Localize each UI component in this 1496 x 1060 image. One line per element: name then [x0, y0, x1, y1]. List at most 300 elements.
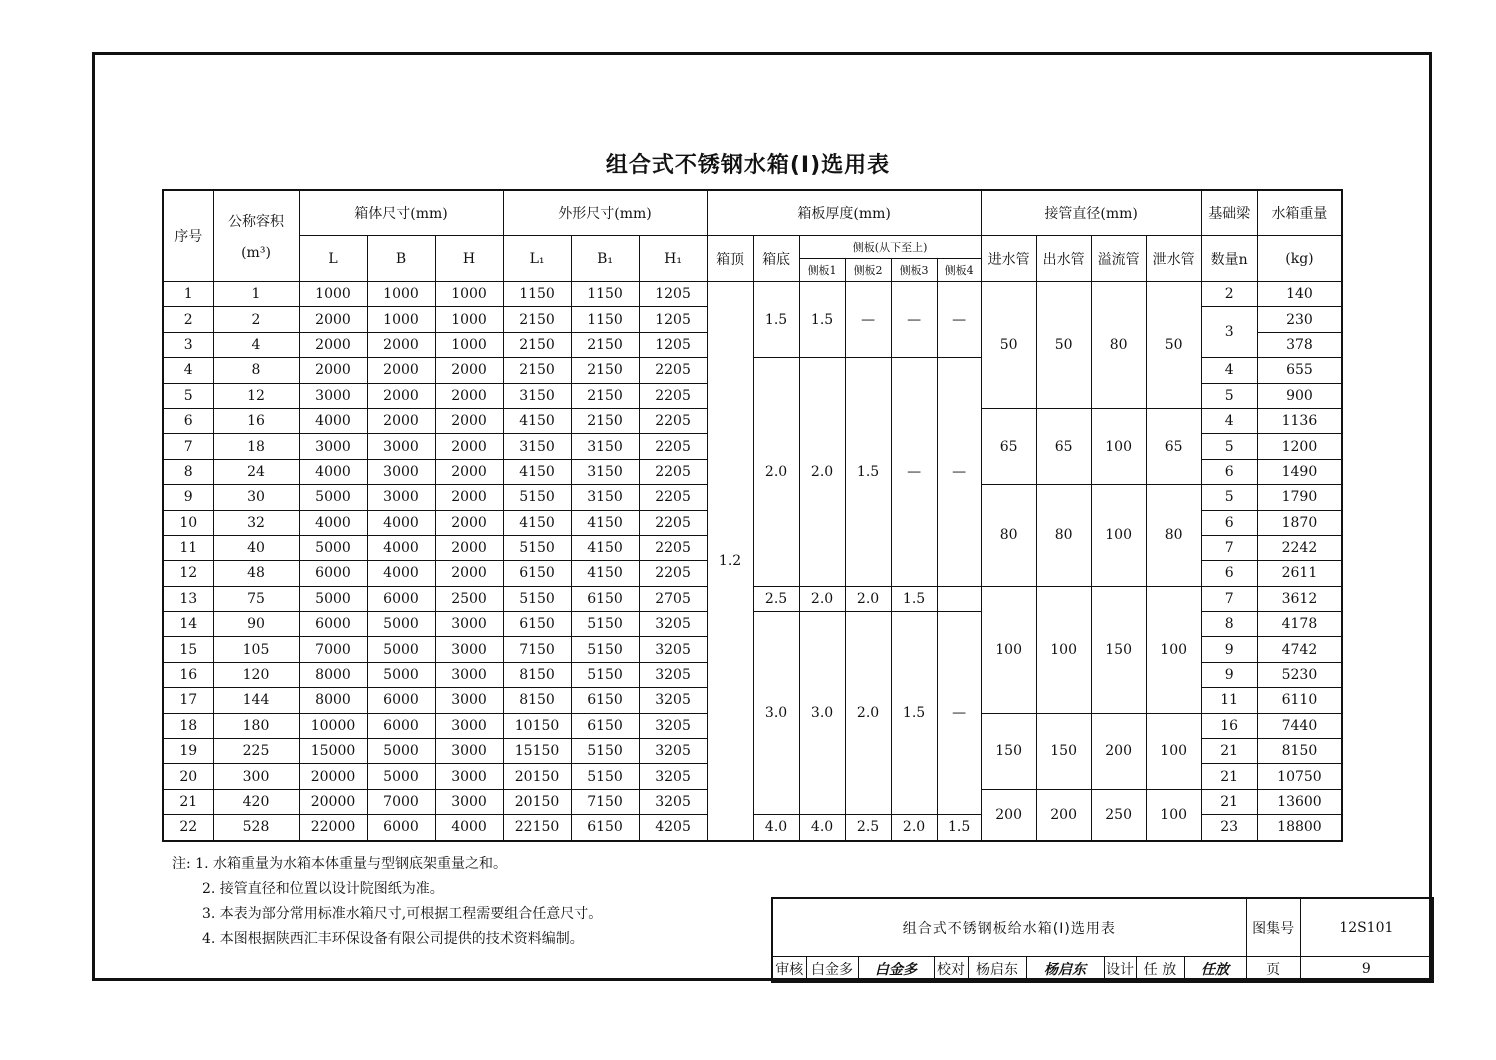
- cell-r3-c4: 2000: [367, 332, 435, 357]
- beam-count: 3: [1201, 307, 1257, 358]
- table-row: [163, 586, 1342, 611]
- beam-count: 5: [1201, 434, 1257, 459]
- cell-r18-c6: 10150: [503, 713, 571, 738]
- thickness-g3-1: 2.5: [753, 586, 799, 611]
- thickness-g3-3: 2.0: [845, 586, 891, 611]
- weight-value: 230: [1257, 307, 1342, 332]
- cell-r9-c4: 3000: [367, 485, 435, 510]
- cell-r8-c3: 4000: [299, 459, 367, 484]
- cell-r8-c4: 3000: [367, 459, 435, 484]
- atlas-number: 12S101: [1300, 898, 1433, 957]
- pipe-g2-1: 65: [981, 408, 1036, 484]
- cell-r18-c1: 18: [163, 713, 213, 738]
- header-outlet: 出水管: [1036, 236, 1091, 282]
- pipe-g5-4: 100: [1146, 713, 1201, 789]
- cell-r19-c7: 5150: [571, 739, 639, 764]
- thickness-g2-3: 1.5: [845, 358, 891, 587]
- notes: [172, 852, 602, 952]
- header-inlet: 进水管: [981, 236, 1036, 282]
- cell-r20-c7: 5150: [571, 764, 639, 789]
- cell-r15-c2: 105: [213, 637, 299, 662]
- thickness-g2-1: 2.0: [753, 358, 799, 587]
- cell-r6-c1: 6: [163, 408, 213, 433]
- thickness-g5-3: 2.5: [845, 815, 891, 841]
- note-2: 2. 接管直径和位置以设计院图纸为准。: [202, 881, 444, 897]
- selection-table: [162, 189, 1343, 842]
- thickness-g5-4: 2.0: [891, 815, 937, 841]
- cell-r2-c6: 2150: [503, 307, 571, 332]
- reviewer-signature: 白金多: [858, 957, 934, 983]
- cell-r22-c5: 4000: [435, 815, 503, 841]
- pipe-g4-4: 100: [1146, 586, 1201, 713]
- header-L1: L₁: [503, 236, 571, 282]
- thickness-top: 1.2: [707, 282, 753, 841]
- thickness-g2-4: —: [891, 358, 937, 587]
- cell-r18-c5: 3000: [435, 713, 503, 738]
- designer-signature: 任放: [1184, 957, 1246, 983]
- cell-r5-c2: 12: [213, 383, 299, 408]
- pipe-g6-2: 200: [1036, 789, 1091, 840]
- cell-r17-c1: 17: [163, 688, 213, 713]
- cell-r13-c6: 5150: [503, 586, 571, 611]
- page-label: 页: [1246, 957, 1300, 983]
- thickness-g1-1: 1.5: [753, 282, 799, 358]
- cell-r15-c8: 3205: [639, 637, 707, 662]
- pipe-g3-2: 80: [1036, 485, 1091, 587]
- cell-r8-c6: 4150: [503, 459, 571, 484]
- cell-r16-c3: 8000: [299, 662, 367, 687]
- beam-count: 5: [1201, 383, 1257, 408]
- cell-r20-c2: 300: [213, 764, 299, 789]
- pipe-g4-2: 100: [1036, 586, 1091, 713]
- cell-r13-c4: 6000: [367, 586, 435, 611]
- cell-r13-c1: 13: [163, 586, 213, 611]
- cell-r5-c8: 2205: [639, 383, 707, 408]
- header-thickness: 箱板厚度(mm): [707, 190, 981, 236]
- cell-r2-c1: 2: [163, 307, 213, 332]
- cell-r12-c7: 4150: [571, 561, 639, 586]
- cell-r9-c3: 5000: [299, 485, 367, 510]
- cell-r7-c7: 3150: [571, 434, 639, 459]
- cell-r3-c7: 2150: [571, 332, 639, 357]
- thickness-g4-3: 2.0: [845, 612, 891, 815]
- cell-r22-c6: 22150: [503, 815, 571, 841]
- pipe-g4-3: 150: [1091, 586, 1146, 713]
- note-4: 4. 本图根据陕西汇丰环保设备有限公司提供的技术资料编制。: [202, 931, 584, 947]
- cell-r8-c7: 3150: [571, 459, 639, 484]
- checker-signature: 杨启东: [1026, 957, 1104, 983]
- cell-r13-c3: 5000: [299, 586, 367, 611]
- title-block: [771, 897, 1434, 983]
- cell-r22-c3: 22000: [299, 815, 367, 841]
- cell-r2-c8: 1205: [639, 307, 707, 332]
- cell-r5-c1: 5: [163, 383, 213, 408]
- cell-r16-c2: 120: [213, 662, 299, 687]
- cell-r10-c2: 32: [213, 510, 299, 535]
- cell-r12-c5: 2000: [435, 561, 503, 586]
- cell-r14-c5: 3000: [435, 612, 503, 637]
- cell-r14-c7: 5150: [571, 612, 639, 637]
- cell-r5-c6: 3150: [503, 383, 571, 408]
- cell-r16-c4: 5000: [367, 662, 435, 687]
- beam-count: 5: [1201, 485, 1257, 510]
- table-row: [163, 282, 1342, 307]
- cell-r11-c8: 2205: [639, 535, 707, 560]
- cell-r1-c7: 1150: [571, 282, 639, 307]
- pipe-g3-1: 80: [981, 485, 1036, 587]
- cell-r5-c7: 2150: [571, 383, 639, 408]
- page-number: 9: [1300, 957, 1433, 983]
- cell-r12-c3: 6000: [299, 561, 367, 586]
- cell-r19-c5: 3000: [435, 739, 503, 764]
- beam-count: 9: [1201, 662, 1257, 687]
- cell-r4-c4: 2000: [367, 358, 435, 383]
- cell-r5-c3: 3000: [299, 383, 367, 408]
- header-side1: 侧板1: [799, 259, 845, 282]
- cell-r5-c4: 2000: [367, 383, 435, 408]
- header-drain: 泄水管: [1146, 236, 1201, 282]
- cell-r3-c2: 4: [213, 332, 299, 357]
- thickness-g1-4: —: [891, 282, 937, 358]
- cell-r11-c1: 11: [163, 535, 213, 560]
- weight-value: 1490: [1257, 459, 1342, 484]
- weight-value: 2611: [1257, 561, 1342, 586]
- cell-r18-c2: 180: [213, 713, 299, 738]
- cell-r8-c5: 2000: [435, 459, 503, 484]
- header-box-size: 箱体尺寸(mm): [299, 190, 503, 236]
- thickness-g4-1: 3.0: [753, 612, 799, 815]
- cell-r6-c4: 2000: [367, 408, 435, 433]
- cell-r1-c6: 1150: [503, 282, 571, 307]
- cell-r18-c7: 6150: [571, 713, 639, 738]
- weight-value: 10750: [1257, 764, 1342, 789]
- header-beam: 基础梁: [1201, 190, 1257, 236]
- cell-r9-c5: 2000: [435, 485, 503, 510]
- cell-r4-c2: 8: [213, 358, 299, 383]
- cell-r5-c5: 2000: [435, 383, 503, 408]
- thickness-g3-2: 2.0: [799, 586, 845, 611]
- beam-count: 4: [1201, 358, 1257, 383]
- cell-r7-c4: 3000: [367, 434, 435, 459]
- pipe-g5-2: 150: [1036, 713, 1091, 789]
- cell-r2-c4: 1000: [367, 307, 435, 332]
- cell-r6-c3: 4000: [299, 408, 367, 433]
- cell-r21-c3: 20000: [299, 789, 367, 814]
- cell-r3-c3: 2000: [299, 332, 367, 357]
- cell-r14-c1: 14: [163, 612, 213, 637]
- thickness-g3-blank: [937, 586, 981, 611]
- header-capacity: [213, 190, 299, 282]
- note-3: 3. 本表为部分常用标准水箱尺寸,可根据工程需要组合任意尺寸。: [202, 906, 603, 922]
- cell-r18-c3: 10000: [299, 713, 367, 738]
- cell-r21-c6: 20150: [503, 789, 571, 814]
- cell-r21-c5: 3000: [435, 789, 503, 814]
- cell-r14-c6: 6150: [503, 612, 571, 637]
- cell-r7-c1: 7: [163, 434, 213, 459]
- cell-r17-c7: 6150: [571, 688, 639, 713]
- header-H: H: [435, 236, 503, 282]
- cell-r14-c3: 6000: [299, 612, 367, 637]
- cell-r10-c8: 2205: [639, 510, 707, 535]
- cell-r17-c8: 3205: [639, 688, 707, 713]
- cell-r15-c6: 7150: [503, 637, 571, 662]
- cell-r22-c2: 528: [213, 815, 299, 841]
- cell-r18-c4: 6000: [367, 713, 435, 738]
- weight-value: 5230: [1257, 662, 1342, 687]
- beam-count: 7: [1201, 535, 1257, 560]
- cell-r14-c8: 3205: [639, 612, 707, 637]
- thickness-g3-4: 1.5: [891, 586, 937, 611]
- cell-r17-c5: 3000: [435, 688, 503, 713]
- header-outer-size: 外形尺寸(mm): [503, 190, 707, 236]
- cell-r17-c6: 8150: [503, 688, 571, 713]
- cell-r16-c6: 8150: [503, 662, 571, 687]
- header-side: 侧板(从下至上): [799, 236, 981, 259]
- thickness-g4-4: 1.5: [891, 612, 937, 815]
- weight-value: 140: [1257, 282, 1342, 307]
- header-seq: 序号: [163, 190, 213, 282]
- check-label: 校对: [934, 957, 968, 983]
- thickness-g1-5: —: [937, 282, 981, 358]
- designer-name: 任 放: [1136, 957, 1184, 983]
- weight-value: 6110: [1257, 688, 1342, 713]
- header-capacity-label: 公称容积: [228, 214, 284, 230]
- cell-r21-c4: 7000: [367, 789, 435, 814]
- cell-r12-c4: 4000: [367, 561, 435, 586]
- pipe-g2-4: 65: [1146, 408, 1201, 484]
- cell-r20-c3: 20000: [299, 764, 367, 789]
- weight-value: 655: [1257, 358, 1342, 383]
- design-label: 设计: [1104, 957, 1136, 983]
- cell-r11-c5: 2000: [435, 535, 503, 560]
- cell-r7-c2: 18: [213, 434, 299, 459]
- cell-r22-c4: 6000: [367, 815, 435, 841]
- atlas-label: 图集号: [1246, 898, 1300, 957]
- cell-r22-c7: 6150: [571, 815, 639, 841]
- checker-name: 杨启东: [968, 957, 1026, 983]
- cell-r22-c1: 22: [163, 815, 213, 841]
- header-pipe: 接管直径(mm): [981, 190, 1201, 236]
- cell-r3-c8: 1205: [639, 332, 707, 357]
- cell-r1-c4: 1000: [367, 282, 435, 307]
- cell-r13-c8: 2705: [639, 586, 707, 611]
- beam-count: 16: [1201, 713, 1257, 738]
- thickness-g4-5: —: [937, 612, 981, 815]
- cell-r15-c7: 5150: [571, 637, 639, 662]
- cell-r17-c3: 8000: [299, 688, 367, 713]
- pipe-g3-3: 100: [1091, 485, 1146, 587]
- beam-count: 4: [1201, 408, 1257, 433]
- pipe-g6-4: 100: [1146, 789, 1201, 840]
- cell-r19-c3: 15000: [299, 739, 367, 764]
- pipe-g6-1: 200: [981, 789, 1036, 840]
- beam-count: 2: [1201, 282, 1257, 307]
- cell-r12-c2: 48: [213, 561, 299, 586]
- thickness-g1-2: 1.5: [799, 282, 845, 358]
- cell-r16-c7: 5150: [571, 662, 639, 687]
- pipe-g2-3: 100: [1091, 408, 1146, 484]
- weight-value: 7440: [1257, 713, 1342, 738]
- beam-count: 21: [1201, 739, 1257, 764]
- weight-value: 2242: [1257, 535, 1342, 560]
- cell-r6-c7: 2150: [571, 408, 639, 433]
- cell-r6-c6: 4150: [503, 408, 571, 433]
- weight-value: 4178: [1257, 612, 1342, 637]
- cell-r11-c4: 4000: [367, 535, 435, 560]
- cell-r17-c4: 6000: [367, 688, 435, 713]
- cell-r10-c7: 4150: [571, 510, 639, 535]
- cell-r21-c8: 3205: [639, 789, 707, 814]
- thickness-g5-5: 1.5: [937, 815, 981, 841]
- cell-r2-c3: 2000: [299, 307, 367, 332]
- cell-r15-c3: 7000: [299, 637, 367, 662]
- cell-r8-c2: 24: [213, 459, 299, 484]
- weight-value: 1790: [1257, 485, 1342, 510]
- cell-r13-c2: 75: [213, 586, 299, 611]
- note-1: 注: 1. 水箱重量为水箱本体重量与型钢底架重量之和。: [172, 856, 507, 872]
- beam-count: 6: [1201, 459, 1257, 484]
- cell-r3-c5: 1000: [435, 332, 503, 357]
- beam-count: 23: [1201, 815, 1257, 841]
- cell-r1-c3: 1000: [299, 282, 367, 307]
- cell-r1-c8: 1205: [639, 282, 707, 307]
- cell-r4-c8: 2205: [639, 358, 707, 383]
- cell-r10-c4: 4000: [367, 510, 435, 535]
- header-side2: 侧板2: [845, 259, 891, 282]
- pipe-g1-3: 80: [1091, 282, 1146, 409]
- cell-r4-c1: 4: [163, 358, 213, 383]
- cell-r2-c2: 2: [213, 307, 299, 332]
- cell-r21-c1: 21: [163, 789, 213, 814]
- weight-value: 1870: [1257, 510, 1342, 535]
- beam-count: 8: [1201, 612, 1257, 637]
- weight-value: 18800: [1257, 815, 1342, 841]
- cell-r19-c1: 19: [163, 739, 213, 764]
- cell-r22-c8: 4205: [639, 815, 707, 841]
- cell-r3-c1: 3: [163, 332, 213, 357]
- cell-r16-c5: 3000: [435, 662, 503, 687]
- pipe-g3-4: 80: [1146, 485, 1201, 587]
- reviewer-name: 白金多: [806, 957, 858, 983]
- thickness-g4-2: 3.0: [799, 612, 845, 815]
- cell-r9-c1: 9: [163, 485, 213, 510]
- cell-r19-c8: 3205: [639, 739, 707, 764]
- beam-count: 21: [1201, 789, 1257, 814]
- beam-count: 9: [1201, 637, 1257, 662]
- header-B: B: [367, 236, 435, 282]
- cell-r7-c8: 2205: [639, 434, 707, 459]
- beam-count: 7: [1201, 586, 1257, 611]
- cell-r4-c3: 2000: [299, 358, 367, 383]
- header-L: L: [299, 236, 367, 282]
- pipe-g1-1: 50: [981, 282, 1036, 409]
- cell-r15-c4: 5000: [367, 637, 435, 662]
- weight-value: 4742: [1257, 637, 1342, 662]
- cell-r2-c5: 1000: [435, 307, 503, 332]
- cell-r13-c7: 6150: [571, 586, 639, 611]
- weight-value: 3612: [1257, 586, 1342, 611]
- pipe-g5-3: 200: [1091, 713, 1146, 789]
- weight-value: 900: [1257, 383, 1342, 408]
- cell-r21-c2: 420: [213, 789, 299, 814]
- cell-r15-c1: 15: [163, 637, 213, 662]
- pipe-g1-4: 50: [1146, 282, 1201, 409]
- cell-r10-c1: 10: [163, 510, 213, 535]
- cell-r6-c2: 16: [213, 408, 299, 433]
- beam-count: 6: [1201, 510, 1257, 535]
- header-B1: B₁: [571, 236, 639, 282]
- cell-r21-c7: 7150: [571, 789, 639, 814]
- cell-r1-c2: 1: [213, 282, 299, 307]
- weight-value: 1136: [1257, 408, 1342, 433]
- cell-r15-c5: 3000: [435, 637, 503, 662]
- thickness-g5-2: 4.0: [799, 815, 845, 841]
- header-bottom: 箱底: [753, 236, 799, 282]
- cell-r10-c3: 4000: [299, 510, 367, 535]
- cell-r20-c5: 3000: [435, 764, 503, 789]
- weight-value: 378: [1257, 332, 1342, 357]
- pipe-g4-1: 100: [981, 586, 1036, 713]
- cell-r19-c4: 5000: [367, 739, 435, 764]
- cell-r12-c1: 12: [163, 561, 213, 586]
- cell-r4-c5: 2000: [435, 358, 503, 383]
- cell-r9-c7: 3150: [571, 485, 639, 510]
- cell-r19-c2: 225: [213, 739, 299, 764]
- cell-r11-c6: 5150: [503, 535, 571, 560]
- header-beam-count: 数量n: [1201, 236, 1257, 282]
- thickness-g2-5: —: [937, 358, 981, 587]
- pipe-g6-3: 250: [1091, 789, 1146, 840]
- header-H1: H₁: [639, 236, 707, 282]
- cell-r14-c2: 90: [213, 612, 299, 637]
- weight-value: 13600: [1257, 789, 1342, 814]
- pipe-g2-2: 65: [1036, 408, 1091, 484]
- table-title: 组合式不锈钢水箱(Ⅰ)选用表: [605, 153, 891, 178]
- cell-r11-c2: 40: [213, 535, 299, 560]
- beam-count: 11: [1201, 688, 1257, 713]
- cell-r6-c8: 2205: [639, 408, 707, 433]
- cell-r12-c8: 2205: [639, 561, 707, 586]
- pipe-g1-2: 50: [1036, 282, 1091, 409]
- cell-r1-c1: 1: [163, 282, 213, 307]
- cell-r2-c7: 1150: [571, 307, 639, 332]
- cell-r8-c1: 8: [163, 459, 213, 484]
- review-label: 审核: [772, 957, 806, 983]
- header-capacity-unit: (m³): [241, 245, 271, 261]
- cell-r16-c1: 16: [163, 662, 213, 687]
- cell-r3-c6: 2150: [503, 332, 571, 357]
- thickness-g5-1: 4.0: [753, 815, 799, 841]
- header-overflow: 溢流管: [1091, 236, 1146, 282]
- cell-r6-c5: 2000: [435, 408, 503, 433]
- cell-r7-c6: 3150: [503, 434, 571, 459]
- cell-r17-c2: 144: [213, 688, 299, 713]
- cell-r4-c6: 2150: [503, 358, 571, 383]
- cell-r20-c1: 20: [163, 764, 213, 789]
- cell-r11-c3: 5000: [299, 535, 367, 560]
- weight-value: 1200: [1257, 434, 1342, 459]
- cell-r7-c3: 3000: [299, 434, 367, 459]
- header-weight: 水箱重量: [1257, 190, 1342, 236]
- cell-r20-c6: 20150: [503, 764, 571, 789]
- cell-r20-c4: 5000: [367, 764, 435, 789]
- pipe-g5-1: 150: [981, 713, 1036, 789]
- cell-r8-c8: 2205: [639, 459, 707, 484]
- cell-r1-c5: 1000: [435, 282, 503, 307]
- cell-r9-c2: 30: [213, 485, 299, 510]
- cell-r9-c6: 5150: [503, 485, 571, 510]
- header-side4: 侧板4: [937, 259, 981, 282]
